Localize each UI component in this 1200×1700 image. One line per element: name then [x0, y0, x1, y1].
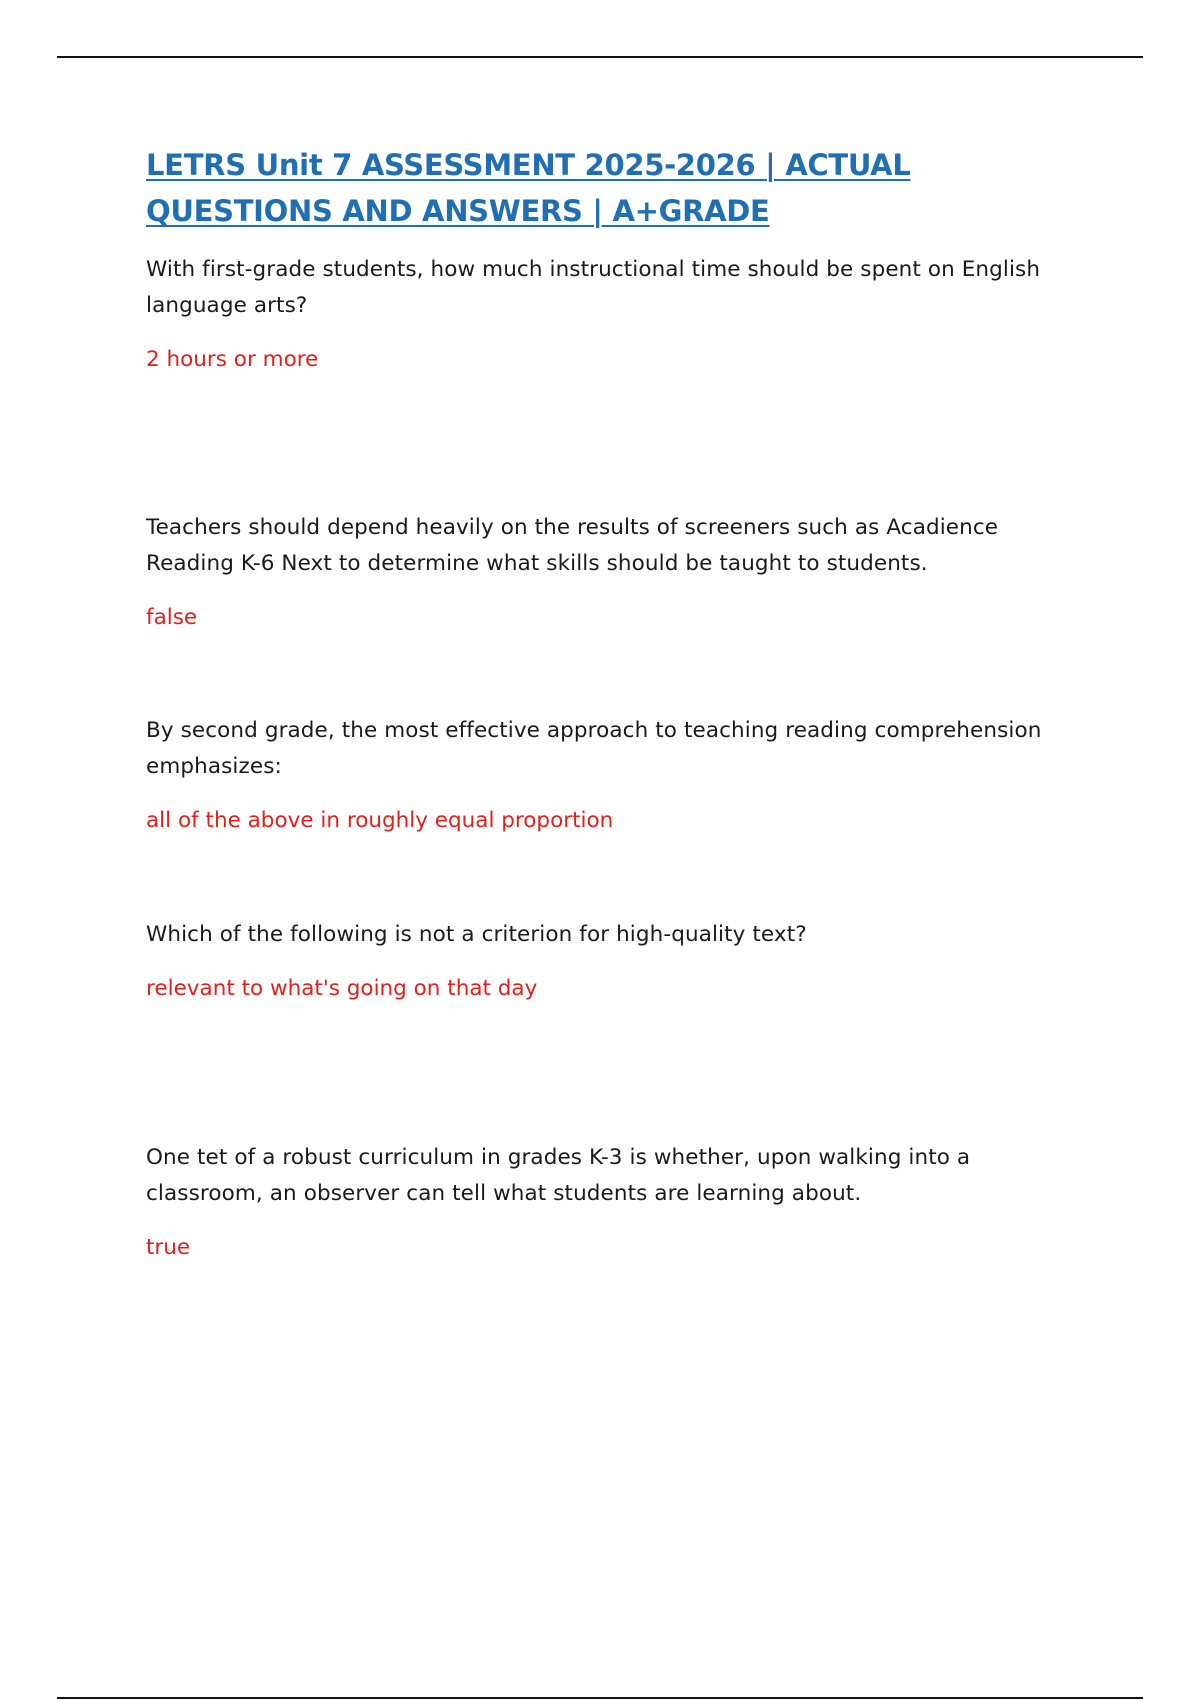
question-text: By second grade, the most effective approach to teaching reading comprehension emphasizes: — [146, 718, 1042, 779]
question-text: One tet of a robust curriculum in grades K-3 is whether, upon walking into a classroom, an observer can tell what students are learning about. — [146, 1145, 971, 1206]
qa-item — [146, 1140, 1076, 1266]
question-text: Which of the following is not a criterion for high-quality text? — [146, 922, 807, 947]
qa-item — [146, 917, 1076, 1007]
answer-text: 2 hours or more — [146, 347, 319, 372]
answer-text: all of the above in roughly equal proportion — [146, 808, 614, 833]
question-text: Teachers should depend heavily on the results of screeners such as Acadience Reading K-6 Next to determine what skills should be taught to students. — [146, 515, 999, 576]
question-text: With first-grade students, how much instructional time should be spent on English language arts? — [146, 257, 1041, 318]
header-rule — [57, 56, 1143, 58]
qa-item — [146, 510, 1076, 636]
answer-text: true — [146, 1235, 191, 1260]
answer-text: false — [146, 605, 198, 630]
footer-rule — [57, 1697, 1143, 1699]
qa-item — [146, 252, 1076, 378]
answer-text: relevant to what's going on that day — [146, 976, 538, 1001]
qa-item — [146, 713, 1076, 839]
document-title: LETRS Unit 7 ASSESSMENT 2025-2026 | ACTUAL QUESTIONS AND ANSWERS | A+GRADE — [146, 148, 911, 228]
